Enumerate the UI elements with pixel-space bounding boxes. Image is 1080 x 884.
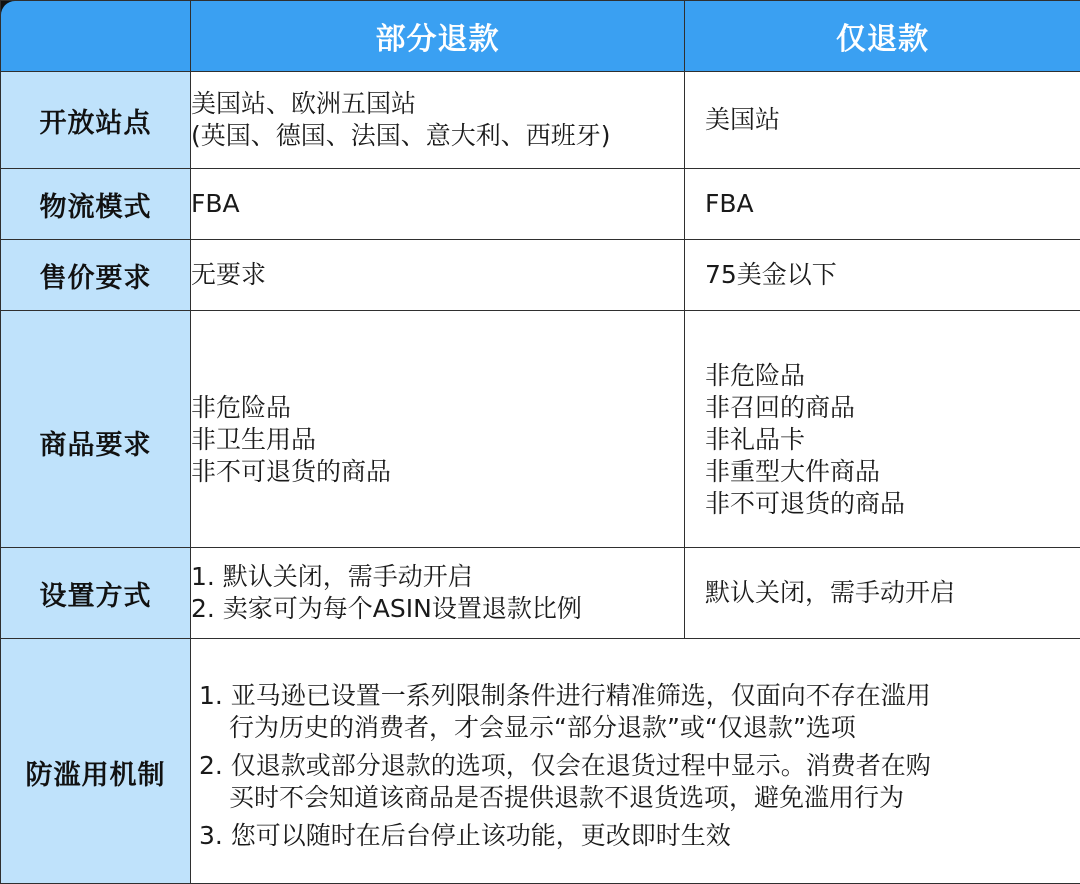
item-line: 2. 仅退款或部分退款的选项，仅会在退货过程中显示。消费者在购 [199,750,1080,782]
row-label-product: 商品要求 [1,311,191,548]
cell-line: 1. 默认关闭，需手动开启 [191,561,684,593]
cell-line: 非危险品 [191,392,684,424]
cell-line: 非重型大件商品 [705,456,1080,488]
row-setup [1,548,1080,639]
header-row [1,1,1080,72]
row-label-anti-abuse: 防滥用机制 [1,639,191,884]
cell-line: 非礼品卡 [705,424,1080,456]
row-anti-abuse [1,639,1080,884]
cell-product-partial [191,311,685,548]
anti-abuse-item [199,680,1080,744]
cell-line: 非不可退货的商品 [705,488,1080,520]
cell-line: 非召回的商品 [705,392,1080,424]
header-refund-only: 仅退款 [685,1,1080,72]
anti-abuse-item [199,820,1080,852]
row-product [1,311,1080,548]
cell-logistics-partial: FBA [191,169,685,240]
row-label-sites: 开放站点 [1,72,191,169]
item-line: 行为历史的消费者，才会显示“部分退款”或“仅退款”选项 [199,712,1080,744]
anti-abuse-item [199,750,1080,814]
cell-line: 非危险品 [705,360,1080,392]
cell-line: 2. 卖家可为每个ASIN设置退款比例 [191,593,684,625]
row-logistics [1,169,1080,240]
item-line: 3. 您可以随时在后台停止该功能，更改即时生效 [199,820,1080,852]
row-price [1,240,1080,311]
cell-logistics-refund-only: FBA [685,169,1080,240]
header-corner [1,1,191,72]
cell-sites-partial [191,72,685,169]
item-line: 1. 亚马逊已设置一系列限制条件进行精准筛选，仅面向不存在滥用 [199,680,1080,712]
cell-product-refund-only [685,311,1080,548]
row-sites [1,72,1080,169]
item-line: 买时不会知道该商品是否提供退款不退货选项，避免滥用行为 [199,782,1080,814]
cell-setup-partial [191,548,685,639]
cell-sites-refund-only: 美国站 [685,72,1080,169]
cell-line: 非不可退货的商品 [191,456,684,488]
cell-line: 非卫生用品 [191,424,684,456]
row-label-logistics: 物流模式 [1,169,191,240]
row-label-setup: 设置方式 [1,548,191,639]
cell-line: (英国、德国、法国、意大利、西班牙) [191,120,684,152]
cell-price-refund-only: 75美金以下 [685,240,1080,311]
cell-anti-abuse [191,639,1080,884]
cell-setup-refund-only: 默认关闭，需手动开启 [685,548,1080,639]
cell-line: 美国站、欧洲五国站 [191,88,684,120]
row-label-price: 售价要求 [1,240,191,311]
header-partial-refund: 部分退款 [191,1,685,72]
cell-price-partial: 无要求 [191,240,685,311]
